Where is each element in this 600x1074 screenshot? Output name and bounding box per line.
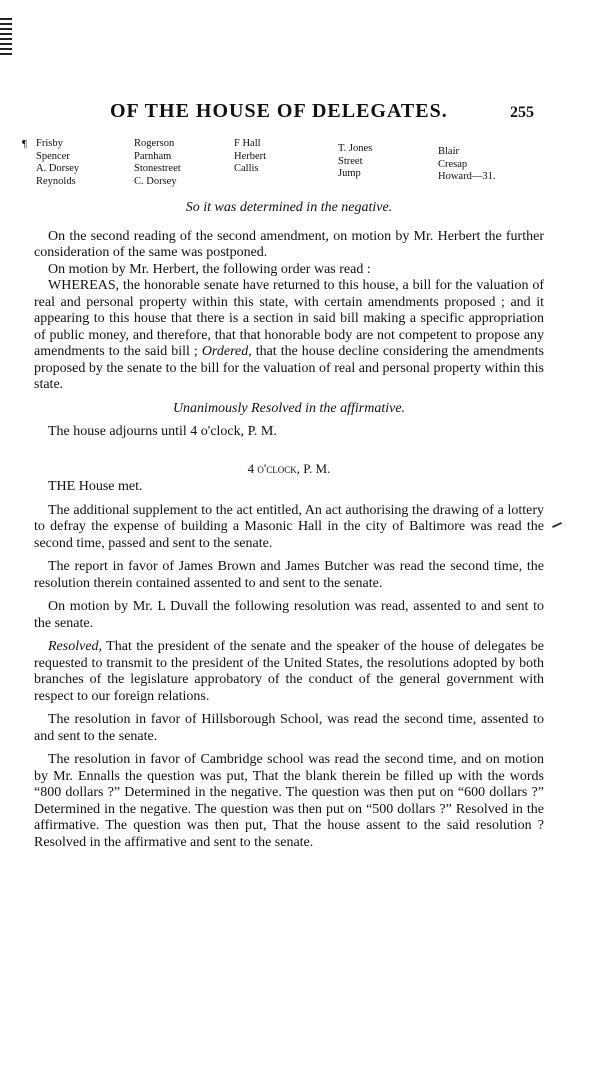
paragraph: On motion by Mr. Herbert, the following order was read : xyxy=(48,261,371,277)
name-item: Herbert xyxy=(234,150,267,162)
resolution-paragraph: Resolved, That the president of the senate and the speaker of the house of delegates be requested to transmit to the president of the United States, the resolutions adopted by both branches of the legislature approbatory of the conduct of the general government with respect to our foreign relations. xyxy=(34,639,544,704)
name-item: Blair xyxy=(438,146,459,157)
page-title: OF THE HOUSE OF DELEGATES. xyxy=(110,100,448,122)
name-item: C. Dorsey xyxy=(134,175,177,187)
names-column-2 xyxy=(134,138,181,188)
name-item: T. Jones xyxy=(338,143,373,154)
paragraph: The report in favor of James Brown and James Butcher was read the second time, the resolution therein contained assented to and sent to the senate. xyxy=(34,559,544,591)
paragraph: THE House met. xyxy=(48,479,143,494)
stray-mark xyxy=(552,522,562,528)
name-item: Parnham xyxy=(134,150,172,162)
name-item: Cresap xyxy=(438,158,468,170)
paragraph: The resolution in favor of Cambridge school was read the second time, and on motion by Mr. Ennalls the question was put, That the blank therein be filled up with the words “800 dollars ?” Determined in the negative. The question was then put on “600 dollars ?” Determined in the negative. The question was then put on “500 dollars ?” Resolved in the affirmative. The question was then put, That the house assent to the said resolution ? Resolved in the affirmative and sent to the senate. xyxy=(34,752,544,850)
name-item: A. Dorsey xyxy=(36,163,80,174)
name-item: Street xyxy=(338,155,363,167)
paragraph: On the second reading of the second amendment, on motion by Mr. Herbert the further consideration of the same was postponed. xyxy=(34,228,544,260)
adjournment: The house adjourns until 4 o'clock, P. M. xyxy=(48,424,277,439)
name-item: Reynolds xyxy=(36,175,76,187)
page-header xyxy=(0,100,600,130)
names-column-4 xyxy=(338,143,372,181)
name-item: Callis xyxy=(234,163,259,174)
name-item: Rogerson xyxy=(134,138,175,149)
name-item: F Hall xyxy=(234,138,261,149)
page-edge-mark xyxy=(0,18,12,58)
names-column-3 xyxy=(234,138,266,176)
names-column-5 xyxy=(438,146,495,184)
name-item: Jump xyxy=(338,168,361,179)
order-paragraph: WHEREAS, the honorable senate have returned to this house, a bill for the valuation of real and personal property within this state, with certain amendments proposed ; and it appearing to this house that there is a section in said bill making a specific appropriation of public money, and therefore, that that honorable body are not competent to propose any amendments to the said bill ; Ordered, that the house decline considering the amendments proposed by the senate to the bill for the valuation of real and personal property within this state. xyxy=(34,278,545,392)
paragraph: On motion by Mr. L Duvall the following resolution was read, assented to and sent to the senate. xyxy=(34,599,544,631)
page-body xyxy=(34,196,544,851)
name-item: Howard—31. xyxy=(438,171,496,182)
vote-names-list xyxy=(0,138,600,198)
pilcrow-icon: ¶ xyxy=(22,138,27,150)
vote-result: Unanimously Resolved in the affirmative. xyxy=(172,400,406,416)
paragraph: The resolution in favor of Hillsborough School, was read the second time, assented to and sent to the senate. xyxy=(34,712,544,744)
name-item: Frisby xyxy=(36,138,63,149)
names-column-1 xyxy=(36,138,79,188)
name-item: Stonestreet xyxy=(134,163,181,174)
vote-result: So it was determined in the negative. xyxy=(185,200,393,215)
page-number: 255 xyxy=(510,104,534,121)
paragraph: The additional supplement to the act entitled, An act authorising the drawing of a lottery to defray the expense of building a Masonic Hall in the city of Baltimore was read the second time, passed and sent to the senate. xyxy=(34,502,544,551)
time-heading: 4 o'clock, P. M. xyxy=(247,460,331,476)
name-item: Spencer xyxy=(36,150,70,162)
